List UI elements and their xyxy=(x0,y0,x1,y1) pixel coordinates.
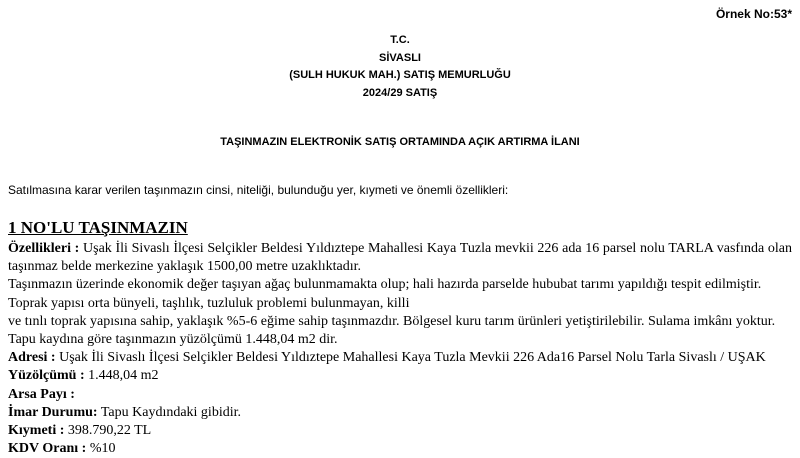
features-line-3: Toprak yapısı orta bünyeli, taşlılık, tuzluluk problemi bulunmayan, killi xyxy=(8,295,410,311)
share-row xyxy=(8,386,792,404)
value-row xyxy=(8,422,792,440)
header-line-file-no: 2024/29 SATIŞ xyxy=(362,86,438,99)
features-line-2: Taşınmazın üzerinde ekonomik değer taşıyan ağaç bulunmamakta olup; hali hazırda parselde hububat tarımı yapıldığı tespit edilmiştir. xyxy=(8,277,762,293)
property-title: 1 NO'LU TAŞINMAZIN xyxy=(8,218,188,237)
features-label: Özellikleri : xyxy=(8,241,80,256)
address-value: Uşak İli Sivaslı İlçesi Selçikler Beldesi Yıldıztepe Mahallesi Kaya Tuzla Mevkii 226 Ada16 Parsel Nolu Tarla Sivaslı / UŞAK xyxy=(55,350,766,366)
address-label: Adresi : xyxy=(8,350,56,366)
area-row xyxy=(8,367,792,385)
share-label: Arsa Payı : xyxy=(8,386,75,402)
area-label: Yüzölçümü : xyxy=(8,368,85,384)
header-line-tc: T.C. xyxy=(390,34,410,46)
features-text: Uşak İli Sivaslı İlçesi Selçikler Beldesi Yıldıztepe Mahallesi Kaya Tuzla mevkii 226 ada 16 parsel nolu TARLA vasfında olan taşınmaz belde merkezine yaklaşık 1500,00 metre uzaklıktadır. xyxy=(8,241,792,275)
vat-row xyxy=(8,440,792,458)
zoning-value: Tapu Kaydındaki gibidir. xyxy=(97,404,241,420)
features-paragraph xyxy=(8,240,792,276)
area-value: 1.448,04 m2 xyxy=(84,368,159,384)
value-value: 398.790,22 TL xyxy=(64,423,152,439)
vat-label: KDV Oranı : xyxy=(8,441,87,457)
header-line-district: SİVASLI xyxy=(379,51,421,64)
property-details xyxy=(8,240,792,458)
value-label: Kıymeti : xyxy=(8,423,65,439)
header-line-office: (SULH HUKUK MAH.) SATIŞ MEMURLUĞU xyxy=(289,69,511,81)
zoning-label: İmar Durumu: xyxy=(8,404,98,420)
notice-title: TAŞINMAZIN ELEKTRONİK SATIŞ ORTAMINDA AÇIK ARTIRMA İLANI xyxy=(220,136,580,148)
features-line-4: ve tınlı toprak yapısına sahip, yaklaşık %5-6 eğime sahip taşınmazdır. Bölgesel kuru tarım ürünleri yetiştirilebilir. Sulama imkânı yoktur. xyxy=(8,313,776,329)
document-header xyxy=(0,32,800,102)
zoning-row xyxy=(8,404,792,422)
vat-value: %10 xyxy=(86,441,116,457)
form-number: Örnek No:53* xyxy=(715,7,792,21)
intro-text: Satılmasına karar verilen taşınmazın cinsi, niteliği, bulunduğu yer, kıymeti ve önemli özellikleri: xyxy=(8,183,509,197)
address-row xyxy=(8,349,792,367)
features-line-5: Tapu kaydına göre taşınmazın yüzölçümü 1.448,04 m2 dir. xyxy=(8,332,338,348)
